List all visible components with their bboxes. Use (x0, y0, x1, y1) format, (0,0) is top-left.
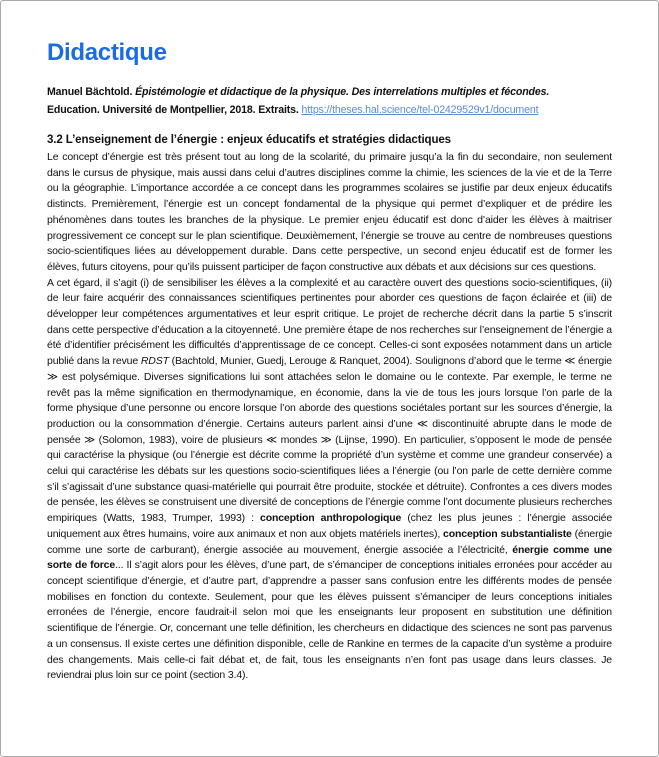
body-paragraph-1: Le concept d’énergie est très présent tout au long de la scolarité, du primaire jusqu’a la fin du secondaire, non seulement dans le cursus de physique, mais aussi dans celui d’autres disciplines comme la chimie, les sciences de la vie et de la Terre ou la géographie. L’importance accordée a ce concept dans les programmes scolaires se justifie par deux enjeux éducatifs distincts. Premièrement, l’énergie est un concept fondamental de la physique qui permet d’expliquer et de prédire les phénomènes dans toutes les branches de la physique. Le premier enjeu éducatif est donc d’aider les élèves à maitriser progressivement ce concept sur le plan scientifique. Deuxièmement, l’énergie se trouve au centre de nombreuses questions socio-scientifiques liées au développement durable. Dans cette perspective, un second enjeu éducatif est de former les élèves, futurs citoyens, pour qu’ils puissent participer de façon constructive aux débats et aux décisions sur ces questions. (47, 151, 612, 273)
body-paragraph-2: A cet égard, il s’agit (i) de sensibiliser les élèves a la complexité et au caractère ouvert des questions socio-scientifiques, (ii) de leur faire acquérir des connaissances scientifiques pertinentes pour aborder ces questions de façon éclairée et (iii) de développer leur compétences argumentatives et leur esprit critique. Le projet de recherche décrit dans la partie 5 s’inscrit dans cette perspective d’éducation a la citoyenneté. Une première étape de nos recherches sur l’enseignement de l’énergie a été d’identifier précisément les difficultés d’apprentissage de ce concept. Celles-ci sont exposées notamment dans un article publié dans la revue RDST (Bachtold, Munier, Guedj, Lerouge & Ranquet, 2004). Soulignons d’abord que le terme ≪ énergie ≫ est polysémique. Diverses significations lui sont attachées selon le domaine ou le contexte. Par exemple, le terme ne revêt pas la même signification en thermodynamique, en économie, dans la vie de tous les jours lorsque l’on parle de la forme physique d’une personne ou encore lorsque l’on aborde des questions sociétales portant sur les sources d’énergie, la production ou la consommation d’énergie. Certains auteurs parlent ainsi d’une ≪ discontinuité abrupte dans le mode de pensée ≫ (Solomon, 1983), voire de plusieurs ≪ mondes ≫ (Lijnse, 1990). En particulier, s’opposent le mode de pensée qui caractérise la physique (ou l’énergie est décrite comme la propriété d’un système et comme une grandeur conservée) a celui qui caractérise les débats sur les questions socio-scientifiques liées a l’énergie (ou l’on parle de cette dernière comme s’il s’agissait d’une substance quasi-matérielle qui pourrait être produite, stockée et détruite). Confrontes a ces divers modes de pensée, les élèves se construisent une diversité de conceptions de l’énergie comme l’ont documente plusieurs recherches empiriques (Watts, 1983, Trumper, 1993) : conception anthropologique (chez les plus jeunes : l’énergie associée uniquement aux êtres humains, voire aux animaux et non aux objets matériels inertes), conception substantialiste (énergie comme une sorte de carburant), énergie associée au mouvement, énergie associée a l’électricité, énergie comme une sorte de force... Il s’agit alors pour les élèves, d’une part, de s’émanciper de conceptions initiales erronées pour accéder au concept scientifique d’énergie, et d’autre part, d’apprendre a passer sans confusion entre les différents modes de pensée mobilises en fonction du contexte. Seulement, pour que les élèves puissent s’émanciper de leurs conceptions initiales erronées de l’énergie, encore faudrait-il selon moi que les enseignants leur proposent en substitution une définition scientifique de l’énergie. Or, concernant une telle définition, les chercheurs en didactique des sciences ne sont pas parvenus a un consensus. Il existe certes une définition disponible, celle de Rankine en termes de la capacite d’un système a produire des changements. Mais celle-ci fait débat et, de fait, tous les enseignants n’en font pas usage dans leurs classes. Je reviendrai plus loin sur ce point (section 3.4). (47, 276, 613, 682)
citation-link[interactable]: https://theses.hal.science/tel-02429529v1/document (301, 103, 539, 116)
section-heading: 3.2 L’enseignement de l’énergie : enjeux éducatifs et stratégies didactiques (47, 134, 451, 146)
citation-line2: Education. Université de Montpellier, 2018. Extraits. (47, 103, 302, 116)
citation (47, 84, 612, 119)
citation-line1: Manuel Bächtold. Épistémologie et didactique de la physique. Des interrelations multiples et fécondes. (47, 86, 550, 98)
page-title: Didactique (47, 39, 167, 66)
